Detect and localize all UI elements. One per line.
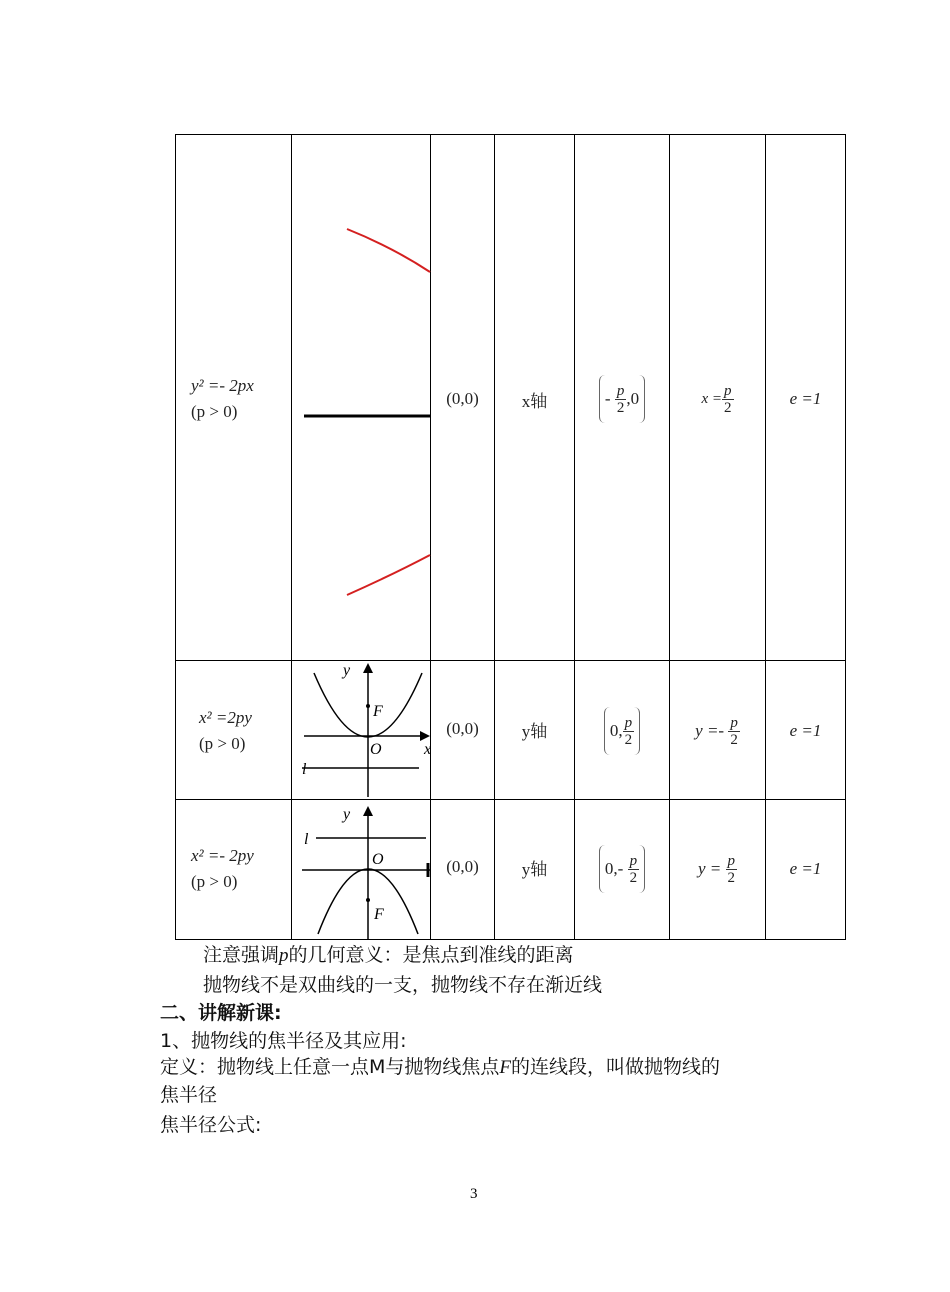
directrix-prefix: y =- bbox=[695, 721, 725, 740]
eccentricity-cell: e =1 bbox=[789, 721, 822, 740]
y-label: y bbox=[343, 806, 351, 823]
fraction bbox=[728, 715, 740, 748]
parabola-up-graph bbox=[292, 661, 430, 799]
parabola-left-graph bbox=[292, 135, 430, 660]
note-line-2: 抛物线不是双曲线的一支，抛物线不存在渐近线 bbox=[203, 974, 603, 996]
directrix-prefix: y = bbox=[697, 859, 722, 878]
fraction-numerator: p bbox=[624, 714, 633, 731]
fraction-numerator: p bbox=[730, 714, 738, 731]
fraction-numerator: p bbox=[727, 852, 736, 869]
directrix-label: l bbox=[304, 831, 309, 848]
directrix-cell bbox=[670, 696, 765, 766]
focus-prefix: - bbox=[604, 389, 611, 408]
table-border bbox=[574, 134, 575, 940]
focus-prefix: 0,- bbox=[604, 859, 624, 878]
focus-coordinates bbox=[599, 845, 645, 893]
focus-prefix: 0, bbox=[609, 721, 623, 740]
table-border bbox=[175, 660, 846, 661]
vertex-cell: (0,0) bbox=[446, 719, 479, 738]
condition: (p > 0) bbox=[191, 402, 238, 421]
definition-text: 定义：抛物线上任意一点M与抛物线焦点 bbox=[160, 1056, 500, 1078]
table-border bbox=[765, 134, 766, 940]
fraction bbox=[628, 853, 640, 886]
graph-cell bbox=[292, 800, 430, 939]
graph-cell bbox=[292, 661, 430, 799]
equation: x² =2py bbox=[199, 708, 252, 727]
fraction-denominator: 2 bbox=[629, 869, 638, 886]
fraction-numerator: p bbox=[724, 382, 732, 399]
condition: (p > 0) bbox=[199, 734, 246, 753]
axis-cell: y轴 bbox=[521, 859, 548, 879]
section-heading: 二、讲解新课: bbox=[160, 1002, 282, 1024]
table-border bbox=[494, 134, 495, 940]
y-axis-arrow bbox=[363, 663, 373, 673]
directrix-cell bbox=[670, 834, 765, 904]
fraction-denominator: 2 bbox=[727, 869, 736, 886]
focus-point bbox=[366, 898, 370, 902]
focus-cell bbox=[575, 696, 669, 766]
axis-cell: x轴 bbox=[521, 391, 548, 411]
page-number: 3 bbox=[470, 1186, 478, 1202]
table-border bbox=[845, 134, 846, 940]
table-border bbox=[175, 799, 846, 800]
definition-variable: F bbox=[499, 1057, 512, 1078]
focus-point bbox=[366, 704, 370, 708]
x-label: x bbox=[424, 741, 432, 758]
directrix-cell bbox=[670, 364, 765, 434]
fraction bbox=[623, 715, 635, 748]
focus-label: F bbox=[373, 703, 383, 720]
fraction bbox=[722, 383, 734, 416]
fraction-denominator: 2 bbox=[624, 731, 633, 748]
equation: x² =- 2py bbox=[191, 846, 254, 865]
condition: (p > 0) bbox=[191, 872, 238, 891]
vertex-cell: (0,0) bbox=[446, 857, 479, 876]
parabola-upper-branch bbox=[347, 229, 430, 272]
note-variable: p bbox=[279, 945, 289, 966]
y-label: y bbox=[343, 662, 351, 679]
note-text: 注意强调 bbox=[203, 944, 280, 966]
table-border bbox=[430, 134, 431, 940]
definition-line-2: 焦半径 bbox=[160, 1084, 218, 1106]
subsection-title: 1、抛物线的焦半径及其应用: bbox=[160, 1030, 407, 1052]
formula-label: 焦半径公式: bbox=[160, 1114, 262, 1136]
graph-cell bbox=[292, 135, 430, 660]
eccentricity-cell: e =1 bbox=[789, 859, 822, 878]
definition-text: 的连线段，叫做抛物线的 bbox=[511, 1056, 721, 1078]
focus-suffix: ,0 bbox=[626, 389, 640, 408]
origin-label: O bbox=[370, 741, 382, 758]
note-text: 的几何意义：是焦点到准线的距离 bbox=[288, 944, 574, 966]
fraction-denominator: 2 bbox=[616, 399, 625, 416]
x-axis-arrow bbox=[420, 731, 430, 741]
origin-label: O bbox=[372, 851, 384, 868]
fraction bbox=[615, 383, 627, 416]
eccentricity-cell: e =1 bbox=[789, 389, 822, 408]
equation-cell bbox=[175, 364, 307, 434]
parabola-lower-branch bbox=[347, 555, 430, 595]
table-border bbox=[669, 134, 670, 940]
directrix-label: l bbox=[302, 761, 307, 778]
focus-coordinates bbox=[599, 375, 645, 423]
equation-cell bbox=[175, 834, 307, 904]
fraction-numerator: p bbox=[616, 382, 625, 399]
focus-coordinates bbox=[604, 707, 640, 755]
fraction-denominator: 2 bbox=[730, 731, 738, 748]
equation: y² =- 2px bbox=[191, 376, 254, 395]
axis-cell: y轴 bbox=[521, 721, 548, 741]
table-border bbox=[175, 134, 846, 135]
fraction bbox=[726, 853, 738, 886]
focus-label: F bbox=[374, 906, 384, 923]
fraction-denominator: 2 bbox=[724, 399, 732, 416]
note-line-1 bbox=[203, 940, 574, 967]
parabola-table bbox=[175, 134, 846, 940]
parabola-down-graph bbox=[292, 800, 430, 939]
directrix-prefix: x = bbox=[701, 390, 723, 407]
definition-line bbox=[160, 1052, 720, 1079]
vertex-cell: (0,0) bbox=[446, 389, 479, 408]
focus-cell bbox=[575, 364, 669, 434]
focus-cell bbox=[575, 834, 669, 904]
fraction-numerator: p bbox=[629, 852, 638, 869]
y-axis-arrow bbox=[363, 806, 373, 816]
table-border bbox=[175, 134, 176, 940]
